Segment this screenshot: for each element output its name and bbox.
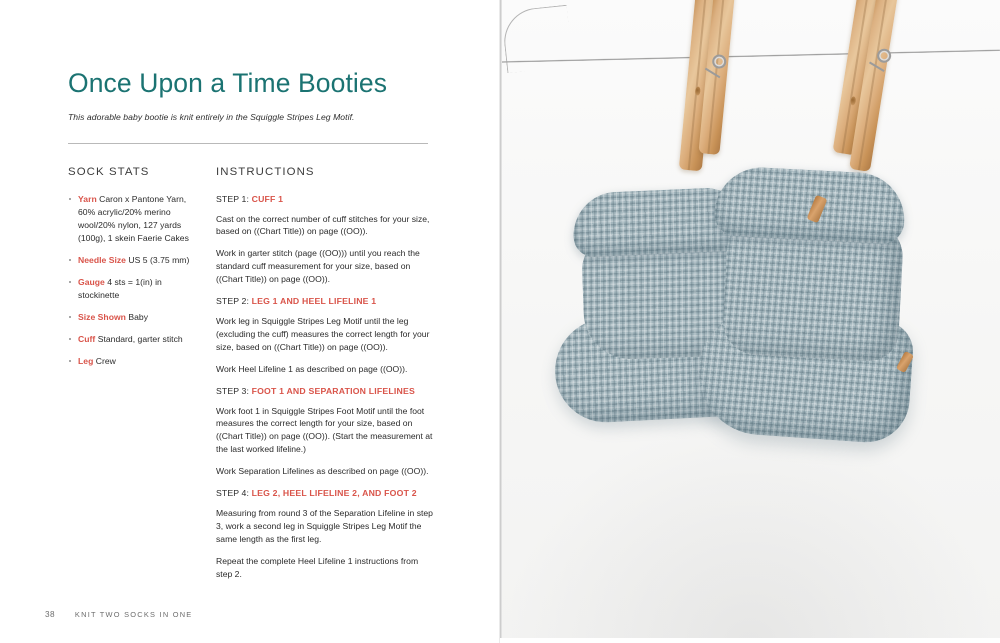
step-heading [216, 385, 434, 397]
stat-term: Cuff [78, 334, 96, 344]
list-item [68, 355, 201, 368]
step-paragraph: Work foot 1 in Squiggle Stripes Foot Motif until the foot measures the correct length for your size, based on ((Chart Title)) on page ((OO)). (Start the measurement at the last worked lifeline.) [216, 405, 433, 455]
step-label: STEP 4: [216, 487, 250, 498]
stat-term: Gauge [78, 276, 105, 287]
clothesline-wire [500, 49, 1000, 63]
stat-value: US 5 (3.75 mm) [128, 254, 190, 265]
page-subtitle: This adorable baby bootie is knit entirely in the Squiggle Stripes Leg Motif. [68, 112, 355, 123]
step-name: FOOT 1 AND SEPARATION LIFELINES [251, 385, 415, 396]
bootie-photograph [500, 0, 1000, 643]
instruction-step [216, 487, 434, 580]
stat-value: 4 sts = 1(in) in stockinette [78, 276, 162, 300]
instructions-column [216, 166, 434, 590]
header-divider [68, 143, 428, 144]
wire-hook-icon [501, 5, 573, 74]
instruction-step [216, 193, 434, 286]
stat-value: Standard, garter stitch [97, 334, 183, 344]
list-item [68, 311, 201, 324]
step-name: LEG 1 AND HEEL LIFELINE 1 [251, 295, 377, 306]
instructions-heading: INSTRUCTIONS [216, 165, 315, 178]
step-paragraph: Work leg in Squiggle Stripes Leg Motif until the leg (excluding the cuff) measures the correct length for your size, based on ((Chart Title)) on page ((OO)). [216, 315, 430, 352]
sock-stats-column [68, 166, 201, 590]
step-paragraph: Cast on the correct number of cuff stitches for your size, based on ((Chart Title)) on page ((OO)). [216, 213, 430, 237]
running-head: KNIT TWO SOCKS IN ONE [74, 610, 193, 619]
step-paragraph: Work Heel Lifeline 1 as described on page ((OO)). [216, 363, 408, 374]
content-columns [68, 165, 433, 590]
list-item [68, 333, 201, 346]
stat-value: Caron x Pantone Yarn, 60% acrylic/20% merino wool/20% nylon, 127 yards (100g), 1 skein Faerie Cakes [78, 193, 189, 243]
stat-value: Baby [128, 311, 149, 322]
stat-term: Yarn [78, 193, 97, 204]
step-label: STEP 2: [216, 295, 250, 306]
photo-page [500, 0, 1000, 643]
list-item [68, 254, 201, 267]
stat-term: Leg [78, 356, 94, 367]
step-label: STEP 3: [216, 385, 250, 396]
step-paragraph: Repeat the complete Heel Lifeline 1 instructions from step 2. [216, 555, 419, 579]
step-heading [216, 193, 434, 205]
step-paragraph: Measuring from round 3 of the Separation Lifeline in step 3, work a second leg in Squiggle Stripes Leg Motif the same length as the first leg. [216, 507, 433, 544]
page-number: 38 [45, 610, 55, 619]
sock-stats-list [68, 193, 201, 369]
page-title: Once Upon a Time Booties [68, 68, 388, 98]
step-name: LEG 2, HEEL LIFELINE 2, AND FOOT 2 [251, 487, 417, 498]
list-item [68, 193, 201, 245]
step-name: CUFF 1 [251, 193, 284, 204]
instruction-step [216, 385, 434, 478]
list-item [68, 276, 201, 302]
step-heading [216, 295, 434, 307]
stat-value: Crew [95, 356, 116, 367]
step-label: STEP 1: [216, 193, 250, 204]
book-gutter [499, 0, 502, 643]
step-heading [216, 487, 434, 499]
instruction-step [216, 295, 434, 376]
bootie-cuff [713, 165, 906, 245]
step-paragraph: Work in garter stitch (page ((OO))) until you reach the standard cuff measurement for your size, based on ((Chart Title)) on page ((OO)). [216, 248, 420, 285]
page-footer [45, 610, 192, 619]
page-content [68, 0, 433, 589]
photo-bottom-edge [500, 638, 1000, 643]
stat-term: Size Shown [78, 311, 126, 322]
stat-term: Needle Size [78, 254, 126, 265]
step-paragraph: Work Separation Lifelines as described on page ((OO)). [216, 466, 429, 477]
sock-stats-heading: SOCK STATS [68, 165, 150, 178]
